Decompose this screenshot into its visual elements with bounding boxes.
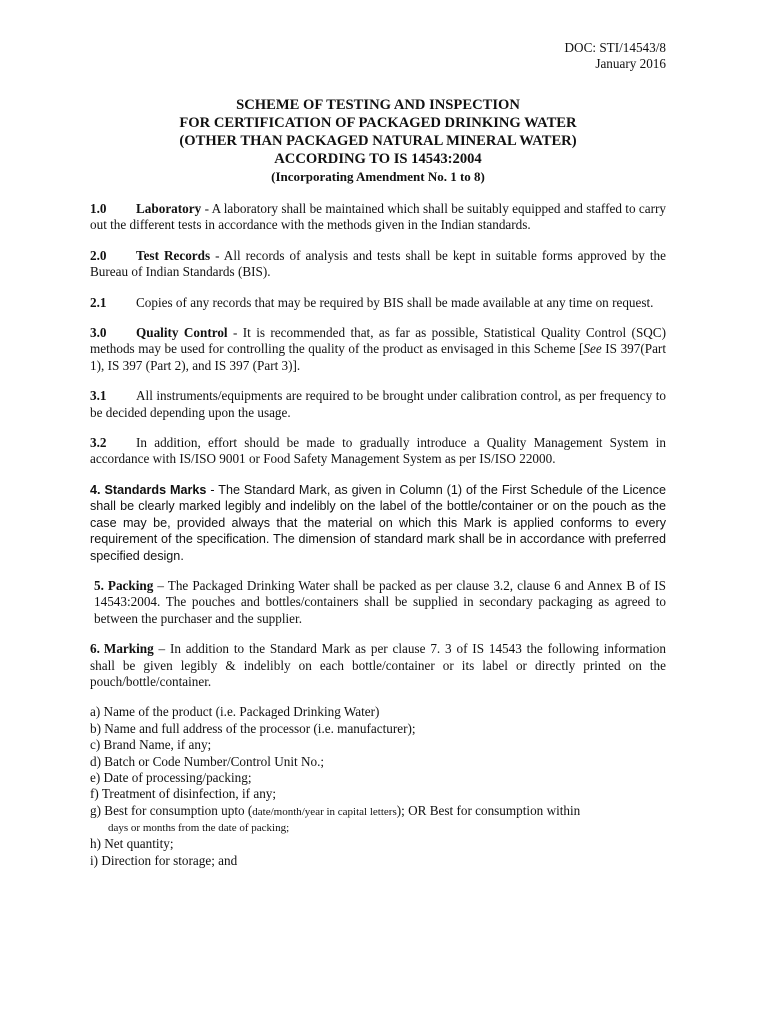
section-heading: Marking [103, 641, 154, 657]
section-6-marking [90, 641, 666, 690]
section-number: 2.1 [90, 294, 107, 310]
section-text: - It is recommended that, as far as possible, Statistical Quality Control (SQC) methods may be used for controlling the quality of the product as envisaged in this Scheme [ [90, 325, 666, 357]
doc-number: DOC: STI/14543/8 [564, 40, 666, 55]
section-4-standards-marks [90, 482, 666, 564]
title-line-2: FOR CERTIFICATION OF PACKAGED DRINKING WATER [179, 115, 577, 131]
marking-list [90, 704, 666, 869]
section-3-1 [90, 388, 666, 421]
document-reference [90, 40, 666, 72]
section-number: 1.0 [90, 201, 107, 216]
section-heading: Quality Control [136, 325, 228, 341]
document-title [90, 96, 666, 185]
list-item-small-text: date/month/year in capital letters [252, 805, 397, 818]
title-line-4: ACCORDING TO IS 14543:2004 [274, 151, 482, 167]
list-item [90, 803, 666, 820]
title-amendment: (Incorporating Amendment No. 1 to 8) [271, 169, 485, 184]
list-item: c) Brand Name, if any; [90, 737, 212, 753]
list-item: d) Batch or Code Number/Control Unit No.; [90, 753, 325, 769]
section-text: In addition, effort should be made to gradually introduce a Quality Management System in accordance with IS/ISO 9001 or Food Safety Management System as per IS/ISO 22000. [90, 435, 666, 467]
section-text: - The Standard Mark, as given in Column (1) of the First Schedule of the Licence shall be clearly marked legibly and indelibly on the label of the bottle/container or on the pouch as the case may be, provided always that the material on which this Mark is applied conforms to every requirement of the specification. The dimension of standard mark shall be in accordance with preferred specified design. [90, 482, 666, 563]
section-number: 5. [94, 577, 104, 593]
section-1-0-laboratory [90, 201, 666, 234]
section-text: - A laboratory shall be maintained which shall be suitably equipped and staffed to carry out the different tests in accordance with the methods given in the Indian standards. [90, 201, 666, 233]
section-text: – The Packaged Drinking Water shall be packed as per clause 3.2, clause 6 and Annex B of IS 14543:2004. The pouches and bottles/containers shall be supplied in secondary packaging as agreed to between the purchaser and the supplier. [94, 577, 666, 626]
section-text: – In addition to the Standard Mark as per clause 7. 3 of IS 14543 the following information shall be given legibly & indelibly on each bottle/container or its label or directly printed on the pouch/bottle/container. [90, 641, 666, 689]
section-number: 6. [90, 641, 100, 657]
section-2-1 [90, 295, 666, 311]
list-item: e) Date of processing/packing; [90, 769, 252, 785]
section-2-0-test-records [90, 248, 666, 281]
section-heading: Test Records [136, 247, 211, 263]
list-item-text-cont: ); OR Best for consumption within [396, 802, 581, 818]
section-number: 3.0 [90, 325, 107, 341]
section-3-2 [90, 435, 666, 468]
section-heading: Laboratory [136, 201, 202, 216]
list-item: i) Direction for storage; and [90, 852, 238, 868]
title-line-3: (OTHER THAN PACKAGED NATURAL MINERAL WATER) [179, 133, 577, 149]
list-item: h) Net quantity; [90, 836, 174, 852]
section-number: 2.0 [90, 247, 107, 263]
section-number: 4. [90, 482, 101, 497]
list-item: f) Treatment of disinfection, if any; [90, 786, 277, 802]
section-heading: Standards Marks [104, 482, 207, 497]
doc-date: January 2016 [595, 56, 666, 71]
list-item: a) Name of the product (i.e. Packaged Drinking Water) [90, 704, 380, 720]
list-item: b) Name and full address of the processor (i.e. manufacturer); [90, 720, 416, 736]
section-number: 3.1 [90, 388, 107, 404]
section-3-0-quality-control [90, 325, 666, 374]
section-text-cont: IS 397(Part 1), IS 397 (Part 2), and IS 397 (Part 3)]. [90, 341, 666, 373]
section-heading: Packing [107, 577, 154, 593]
section-text: All instruments/equipments are required to be brought under calibration control, as per frequency to be decided depending upon the usage. [90, 388, 666, 420]
list-item-continuation: days or months from the date of packing; [108, 822, 290, 835]
section-text: - All records of analysis and tests shall be kept in suitable forms approved by the Bureau of Indian Standards (BIS). [90, 247, 667, 280]
see-reference: See [583, 341, 602, 357]
section-text: Copies of any records that may be required by BIS shall be made available at any time on request. [136, 294, 654, 310]
section-number: 3.2 [90, 435, 107, 451]
section-5-packing [90, 578, 666, 627]
document-page [90, 40, 666, 869]
title-line-1: SCHEME OF TESTING AND INSPECTION [236, 97, 520, 113]
list-item-text: g) Best for consumption upto ( [90, 802, 253, 818]
